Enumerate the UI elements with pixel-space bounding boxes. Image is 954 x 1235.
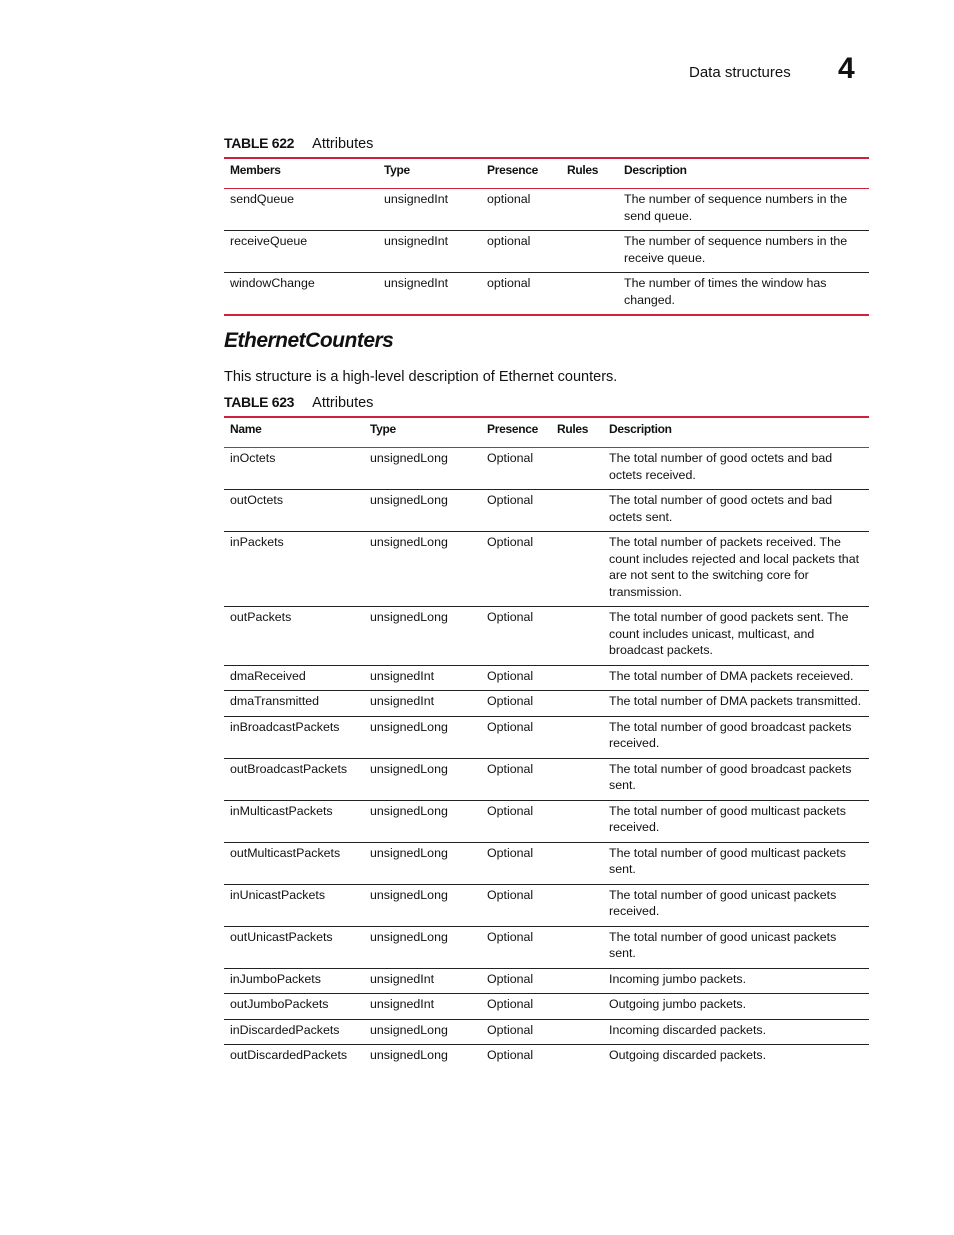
table-cell — [551, 1045, 603, 1070]
table-cell: The number of sequence numbers in the send queue. — [618, 189, 869, 231]
table-cell — [551, 448, 603, 490]
table-cell: outJumboPackets — [224, 994, 364, 1020]
table-caption-text: Attributes — [312, 136, 374, 152]
table-cell — [551, 842, 603, 884]
table-row — [224, 1045, 869, 1070]
column-header: Presence — [481, 158, 561, 189]
table-cell — [551, 607, 603, 666]
table-cell: Optional — [481, 926, 551, 968]
table-cell: The number of times the window has changed. — [618, 273, 869, 316]
table-row — [224, 532, 869, 607]
table-cell: unsignedInt — [378, 231, 481, 273]
table-cell: unsignedLong — [364, 800, 481, 842]
table-cell: inMulticastPackets — [224, 800, 364, 842]
table-row — [224, 665, 869, 691]
table-cell: unsignedLong — [364, 926, 481, 968]
table-row — [224, 994, 869, 1020]
table-cell: unsignedLong — [364, 758, 481, 800]
table-cell: outMulticastPackets — [224, 842, 364, 884]
table-cell — [551, 665, 603, 691]
table-cell: inUnicastPackets — [224, 884, 364, 926]
table-row — [224, 189, 869, 231]
table-cell: Outgoing discarded packets. — [609, 1048, 767, 1062]
table-cell: outOctets — [224, 490, 364, 532]
table-cell: optional — [481, 231, 561, 273]
table-cell: inPackets — [224, 532, 364, 607]
table-row — [224, 448, 869, 490]
table-cell: Optional — [481, 607, 551, 666]
column-header: Type — [364, 417, 481, 448]
table-cell — [551, 1019, 603, 1045]
table-cell: The total number of good broadcast packets sent. — [603, 758, 869, 800]
table-cell: inJumboPackets — [224, 968, 364, 994]
running-header-title: Data structures — [689, 64, 791, 81]
table-cell: Optional — [481, 1019, 551, 1045]
table-622-caption — [224, 135, 373, 152]
table-cell: unsignedInt — [378, 189, 481, 231]
table-cell: The total number of good packets sent. The count includes unicast, multicast, and broadcast packets. — [603, 607, 869, 666]
table-row — [224, 273, 869, 316]
table-cell — [551, 800, 603, 842]
table-row — [224, 884, 869, 926]
table-row — [224, 716, 869, 758]
column-header: Members — [224, 158, 378, 189]
section-intro: This structure is a high-level description of Ethernet counters. — [224, 369, 618, 385]
table-cell: Optional — [481, 758, 551, 800]
table-cell — [551, 758, 603, 800]
chapter-number: 4 — [838, 52, 855, 85]
column-header: Presence — [481, 417, 551, 448]
table-cell — [551, 994, 603, 1020]
table-cell: unsignedLong — [364, 842, 481, 884]
table-cell: sendQueue — [224, 189, 378, 231]
table-cell: The total number of good octets and bad octets received. — [603, 448, 869, 490]
table-cell — [561, 189, 618, 231]
table-cell: unsignedInt — [364, 994, 481, 1020]
column-header: Name — [224, 417, 364, 448]
table-cell — [551, 884, 603, 926]
table-cell: The total number of DMA packets receieved. — [603, 665, 869, 691]
table-cell — [551, 716, 603, 758]
table-row — [224, 926, 869, 968]
table-header-row — [224, 158, 869, 189]
table-cell: outUnicastPackets — [224, 926, 364, 968]
table-cell: The total number of DMA packets transmitted. — [603, 691, 869, 717]
table-cell: Optional — [481, 665, 551, 691]
column-header: Type — [378, 158, 481, 189]
table-cell: unsignedInt — [378, 273, 481, 316]
table-cell: The total number of good octets and bad octets sent. — [603, 490, 869, 532]
table-row — [224, 800, 869, 842]
table-cell: The total number of good broadcast packets received. — [603, 716, 869, 758]
table-cell: Optional — [481, 800, 551, 842]
table-cell: Optional — [481, 884, 551, 926]
table-cell: unsignedLong — [364, 448, 481, 490]
table-cell: unsignedLong — [364, 884, 481, 926]
table-cell — [561, 273, 618, 316]
table-cell: dmaReceived — [224, 665, 364, 691]
table-cell: receiveQueue — [224, 231, 378, 273]
table-cell: unsignedLong — [364, 1019, 481, 1045]
table-cell: outPackets — [224, 607, 364, 666]
table-cell: Optional — [487, 1048, 534, 1062]
table-cell: unsignedInt — [364, 968, 481, 994]
table-cell: inDiscardedPackets — [224, 1019, 364, 1045]
table-cell: Optional — [481, 532, 551, 607]
column-header: Rules — [551, 417, 603, 448]
table-cell: unsignedLong — [364, 716, 481, 758]
table-caption-text: Attributes — [312, 395, 374, 411]
table-cell: outDiscardedPackets — [230, 1048, 348, 1062]
table-cell: Optional — [481, 490, 551, 532]
table-cell: dmaTransmitted — [224, 691, 364, 717]
table-header-row — [224, 417, 869, 448]
table-cell — [551, 691, 603, 717]
table-row — [224, 968, 869, 994]
table-cell: Optional — [481, 994, 551, 1020]
table-cell: unsignedInt — [364, 665, 481, 691]
table-row — [224, 691, 869, 717]
table-row — [224, 1019, 869, 1045]
table-cell: Optional — [481, 968, 551, 994]
attributes-table-622 — [224, 157, 869, 316]
table-cell: Optional — [481, 716, 551, 758]
table-cell: windowChange — [224, 273, 378, 316]
table-cell: optional — [481, 273, 561, 316]
table-row — [224, 490, 869, 532]
table-cell: Outgoing jumbo packets. — [603, 994, 869, 1020]
attributes-table-623 — [224, 416, 869, 1070]
table-cell — [551, 926, 603, 968]
table-cell: Optional — [481, 842, 551, 884]
table-cell: Incoming jumbo packets. — [603, 968, 869, 994]
table-cell: The total number of good multicast packets received. — [603, 800, 869, 842]
column-header: Rules — [561, 158, 618, 189]
table-cell — [551, 968, 603, 994]
table-cell: unsignedLong — [364, 607, 481, 666]
column-header: Description — [618, 158, 869, 189]
table-cell: The number of sequence numbers in the receive queue. — [618, 231, 869, 273]
table-number: TABLE 622 — [224, 135, 295, 151]
table-cell: Optional — [481, 448, 551, 490]
table-row — [224, 842, 869, 884]
table-cell: Optional — [481, 691, 551, 717]
table-cell — [551, 532, 603, 607]
table-number: TABLE 623 — [224, 394, 295, 410]
table-cell: inBroadcastPackets — [224, 716, 364, 758]
table-623-caption — [224, 394, 373, 411]
table-cell: Incoming discarded packets. — [603, 1019, 869, 1045]
table-cell: The total number of packets received. The count includes rejected and local packets that are not sent to the switching core for transmission. — [603, 532, 869, 607]
table-cell: outBroadcastPackets — [224, 758, 364, 800]
section-title: EthernetCounters — [224, 329, 394, 352]
table-cell: unsignedInt — [364, 691, 481, 717]
table-cell: The total number of good multicast packets sent. — [603, 842, 869, 884]
table-row — [224, 607, 869, 666]
table-cell — [551, 490, 603, 532]
table-row — [224, 231, 869, 273]
column-header: Description — [603, 417, 869, 448]
table-cell: unsignedLong — [364, 490, 481, 532]
table-cell: unsignedLong — [364, 532, 481, 607]
table-cell: unsignedLong — [370, 1048, 448, 1062]
table-row — [224, 758, 869, 800]
table-cell: inOctets — [224, 448, 364, 490]
table-cell — [561, 231, 618, 273]
table-cell: The total number of good unicast packets received. — [603, 884, 869, 926]
table-cell: optional — [481, 189, 561, 231]
table-cell: The total number of good unicast packets sent. — [603, 926, 869, 968]
